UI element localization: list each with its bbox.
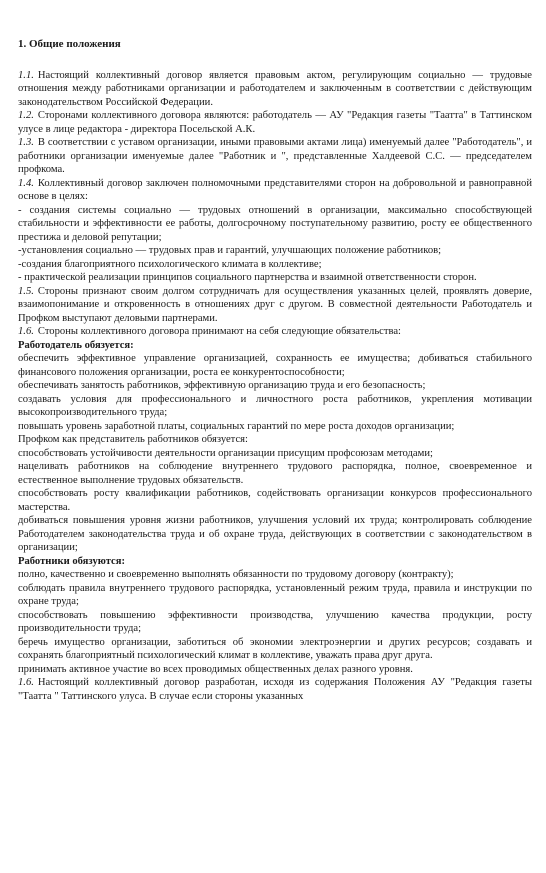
paragraph-text: Настоящий коллективный договор является правовым актом, регулирующим социально — трудовые отношения между работниками организации и работодателем и заключенным в соответствии с действующим законодательством Российской Федерации. xyxy=(18,69,532,108)
numbered-paragraph xyxy=(18,69,532,110)
paragraph xyxy=(18,514,532,555)
paragraph-text: Настоящий коллективный договор разработан, исходя из содержания Положения АУ "Редакция газеты "Таатта " Таттинского улуса. В случае если стороны указанных xyxy=(18,677,532,702)
paragraph-text: Стороны коллективного договора принимают на себя следующие обязательства: xyxy=(37,326,401,337)
paragraph-text: способствовать повышению эффективности производства, улучшению качества продукции, росту производительности труда; xyxy=(18,609,532,634)
paragraph xyxy=(18,460,532,487)
paragraph xyxy=(18,393,532,420)
paragraph-text: Профком как представитель работников обязуется: xyxy=(18,434,248,445)
paragraph xyxy=(18,636,532,663)
numbered-paragraph xyxy=(18,109,532,136)
paragraph-text: способствовать устойчивости деятельности организации присущим профсоюзам методами; xyxy=(18,447,433,459)
paragraph-text: полно, качественно и своевременно выполнять обязанности по трудовому договору (контракту); xyxy=(18,569,454,580)
subsection-title xyxy=(18,339,532,353)
paragraph-text: Сторонами коллективного договора являются: работодатель — АУ "Редакция газеты "Таатта" в Таттинском улусе в лице редактора - директора Посельской А.К. xyxy=(18,110,532,135)
subsection-title xyxy=(18,555,532,569)
numbered-paragraph xyxy=(18,177,532,204)
paragraph xyxy=(18,204,532,245)
numbered-paragraph xyxy=(18,136,532,177)
paragraph xyxy=(18,609,532,636)
paragraph-number: 1.1. xyxy=(18,69,34,81)
paragraph xyxy=(18,447,532,461)
paragraph-text: -установления социально — трудовых прав и гарантий, улучшающих положение работников; xyxy=(18,245,442,256)
paragraph xyxy=(18,244,532,258)
paragraph-text: - практической реализации принципов социального партнерства и взаимной ответственности сторон. xyxy=(18,272,477,283)
paragraph-number: 1.6. xyxy=(18,677,34,688)
paragraph xyxy=(18,379,532,393)
paragraph-text: создавать условия для профессионального и личностного роста работников, укрепления мотивации высокопроизводительного труда; xyxy=(18,393,532,418)
paragraph-number: 1.3. xyxy=(18,137,34,148)
paragraph-text: Работодатель обязуется: xyxy=(18,339,134,351)
paragraph xyxy=(18,271,532,285)
paragraph xyxy=(18,568,532,582)
paragraph-text: повышать уровень заработной платы, социальных гарантий по мере роста доходов организации; xyxy=(18,420,455,432)
paragraph-text: добиваться повышения уровня жизни работников, улучшения условий их труда; контролировать соблюдение Работодателем законодательства труда и об охране труда, действующих в соответствии с законодательством в организации; xyxy=(18,515,532,553)
paragraph xyxy=(18,352,532,379)
paragraph-number: 1.5. xyxy=(18,285,34,297)
paragraph xyxy=(18,433,532,447)
paragraph xyxy=(18,487,532,514)
paragraph-text: беречь имущество организации, заботиться об экономии электроэнергии и других ресурсов; создавать и сохранять благоприятный психологический климат в коллективе, уважать права друг друга. xyxy=(18,636,532,661)
numbered-paragraph xyxy=(18,325,532,339)
paragraph-text: Коллективный договор заключен полномочными представителями сторон на добровольной и равноправной основе в целях: xyxy=(18,177,532,202)
paragraph-text: Стороны признают своим долгом сотрудничать для осуществления указанных целей, проявлять доверие, взаимопонимание и откровенность в отношениях друг с другом. В совместной деятельности Работодатель и Профком выступают деловыми партнерами. xyxy=(18,285,532,324)
document-body xyxy=(18,69,532,704)
paragraph-text: обеспечивать занятость работников, эффективную организацию труда и его безопасность; xyxy=(18,380,426,391)
paragraph-text: соблюдать правила внутреннего трудового распорядка, установленный режим труда, правила и инструкции по охране труда; xyxy=(18,582,532,607)
paragraph-text: нацеливать работников на соблюдение внутреннего трудового распорядка, полное, своевременное и естественное выполнение трудовых обязательств. xyxy=(18,461,532,486)
paragraph-text: способствовать росту квалификации работников, содействовать организации конкурсов профессионального мастерства. xyxy=(18,488,532,513)
paragraph xyxy=(18,582,532,609)
paragraph-text: В соответствии с уставом организации, иными правовыми актами лица) именуемый далее "Работодатель", и работники организации именуемые далее "Работник и ", представленные Халдеевой С.С. — председателем профкома. xyxy=(18,137,532,175)
section-heading: 1. Общие положения xyxy=(18,38,121,50)
paragraph-text: обеспечить эффективное управление организацией, сохранность ее имущества; добиваться стабильного финансового положения организации, роста ее конкурентоспособности; xyxy=(18,353,532,378)
paragraph-number: 1.6. xyxy=(18,326,34,337)
paragraph xyxy=(18,420,532,434)
paragraph xyxy=(18,258,532,272)
paragraph-number: 1.4. xyxy=(18,177,34,189)
paragraph-text: -создания благоприятного психологического климата в коллективе; xyxy=(18,258,322,270)
numbered-paragraph xyxy=(18,676,532,703)
paragraph xyxy=(18,663,532,677)
numbered-paragraph xyxy=(18,285,532,326)
paragraph-text: принимать активное участие во всех проводимых общественных делах разного уровня. xyxy=(18,663,413,675)
paragraph-text: Работники обязуются: xyxy=(18,555,125,567)
paragraph-number: 1.2. xyxy=(18,110,34,121)
paragraph-text: - создания системы социально — трудовых отношений в организации, максимально способствующей стабильности и эффективности ее работы, долгосрочному поступательному развитию, росту ее общественного престижа и деловой репутации; xyxy=(18,204,532,243)
